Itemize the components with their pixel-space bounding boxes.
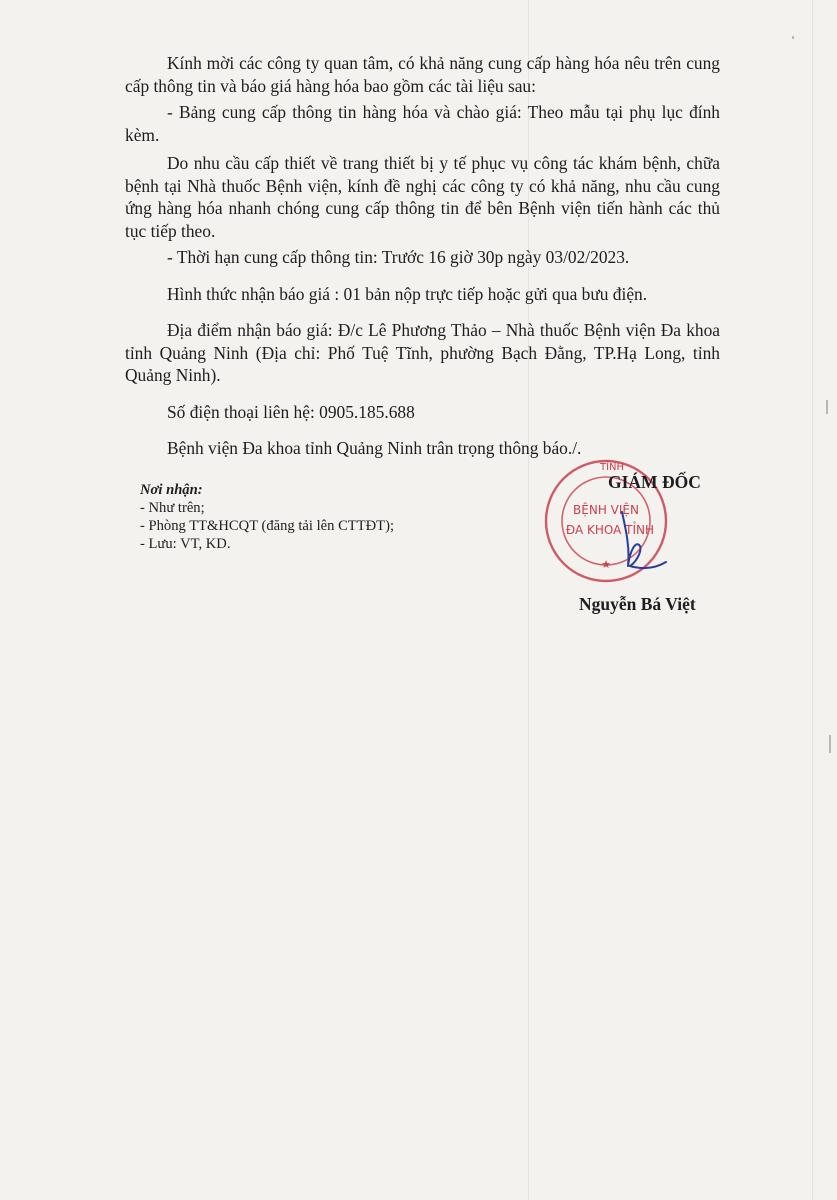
scan-speck	[829, 735, 831, 753]
notice-body	[125, 0, 720, 460]
scan-speck	[792, 36, 794, 39]
paragraph-submission-method: Hình thức nhận báo giá : 01 bản nộp trực tiếp hoặc gửi qua bưu điện.	[167, 283, 648, 304]
seal-line-1: BỆNH VIỆN	[573, 503, 639, 517]
paragraph-closing: Bệnh viện Đa khoa tỉnh Quảng Ninh trân trọng thông báo./.	[167, 438, 582, 458]
seal-ring-text: TỈNH	[600, 462, 625, 473]
paragraph-contact-phone: Số điện thoại liên hệ: 0905.185.688	[167, 401, 415, 422]
paragraph-quote-form: - Bảng cung cấp thông tin hàng hóa và chào giá: Theo mẫu tại phụ lục đính kèm.	[125, 102, 720, 145]
recipient-item: - Như trên;	[140, 500, 205, 516]
recipients-title: Nơi nhận:	[140, 482, 203, 498]
signer-position: GIÁM ĐỐC	[608, 472, 701, 492]
paragraph-submission-address: Địa điểm nhận báo giá: Đ/c Lê Phương Thảo – Nhà thuốc Bệnh viện Đa khoa tỉnh Quảng Ninh (Địa chỉ: Phố Tuệ Tĩnh, phường Bạch Đằng, TP.Hạ Long, tỉnh Quảng Ninh).	[125, 320, 720, 385]
recipients-block	[140, 481, 394, 553]
paragraph-urgent-need: Do nhu cầu cấp thiết về trang thiết bị y tế phục vụ công tác khám bệnh, chữa bệnh tại Nhà thuốc Bệnh viện, kính đề nghị các công ty có khả năng, nhu cầu cung ứng hàng hóa nhanh chóng cung cấp thông tin để bên Bệnh viện tiến hành các thủ tục tiếp theo.	[125, 153, 720, 241]
recipient-item: - Lưu: VT, KD.	[140, 536, 231, 552]
handwritten-signature	[600, 500, 680, 580]
signer-name: Nguyễn Bá Việt	[579, 594, 696, 614]
scan-speck	[826, 400, 828, 414]
paragraph-deadline: - Thời hạn cung cấp thông tin: Trước 16 giờ 30p ngày 03/02/2023.	[167, 247, 630, 267]
svg-text:★: ★	[601, 558, 611, 571]
paragraph-invitation: Kính mời các công ty quan tâm, có khả năng cung cấp hàng hóa nêu trên cung cấp thông tin và báo giá hàng hóa bao gồm các tài liệu sau:	[125, 53, 720, 96]
paper-fold-line	[812, 0, 813, 1200]
seal-line-2: ĐA KHOA TỈNH	[565, 523, 655, 537]
recipient-item: - Phòng TT&HCQT (đăng tải lên CTTĐT);	[140, 518, 395, 534]
